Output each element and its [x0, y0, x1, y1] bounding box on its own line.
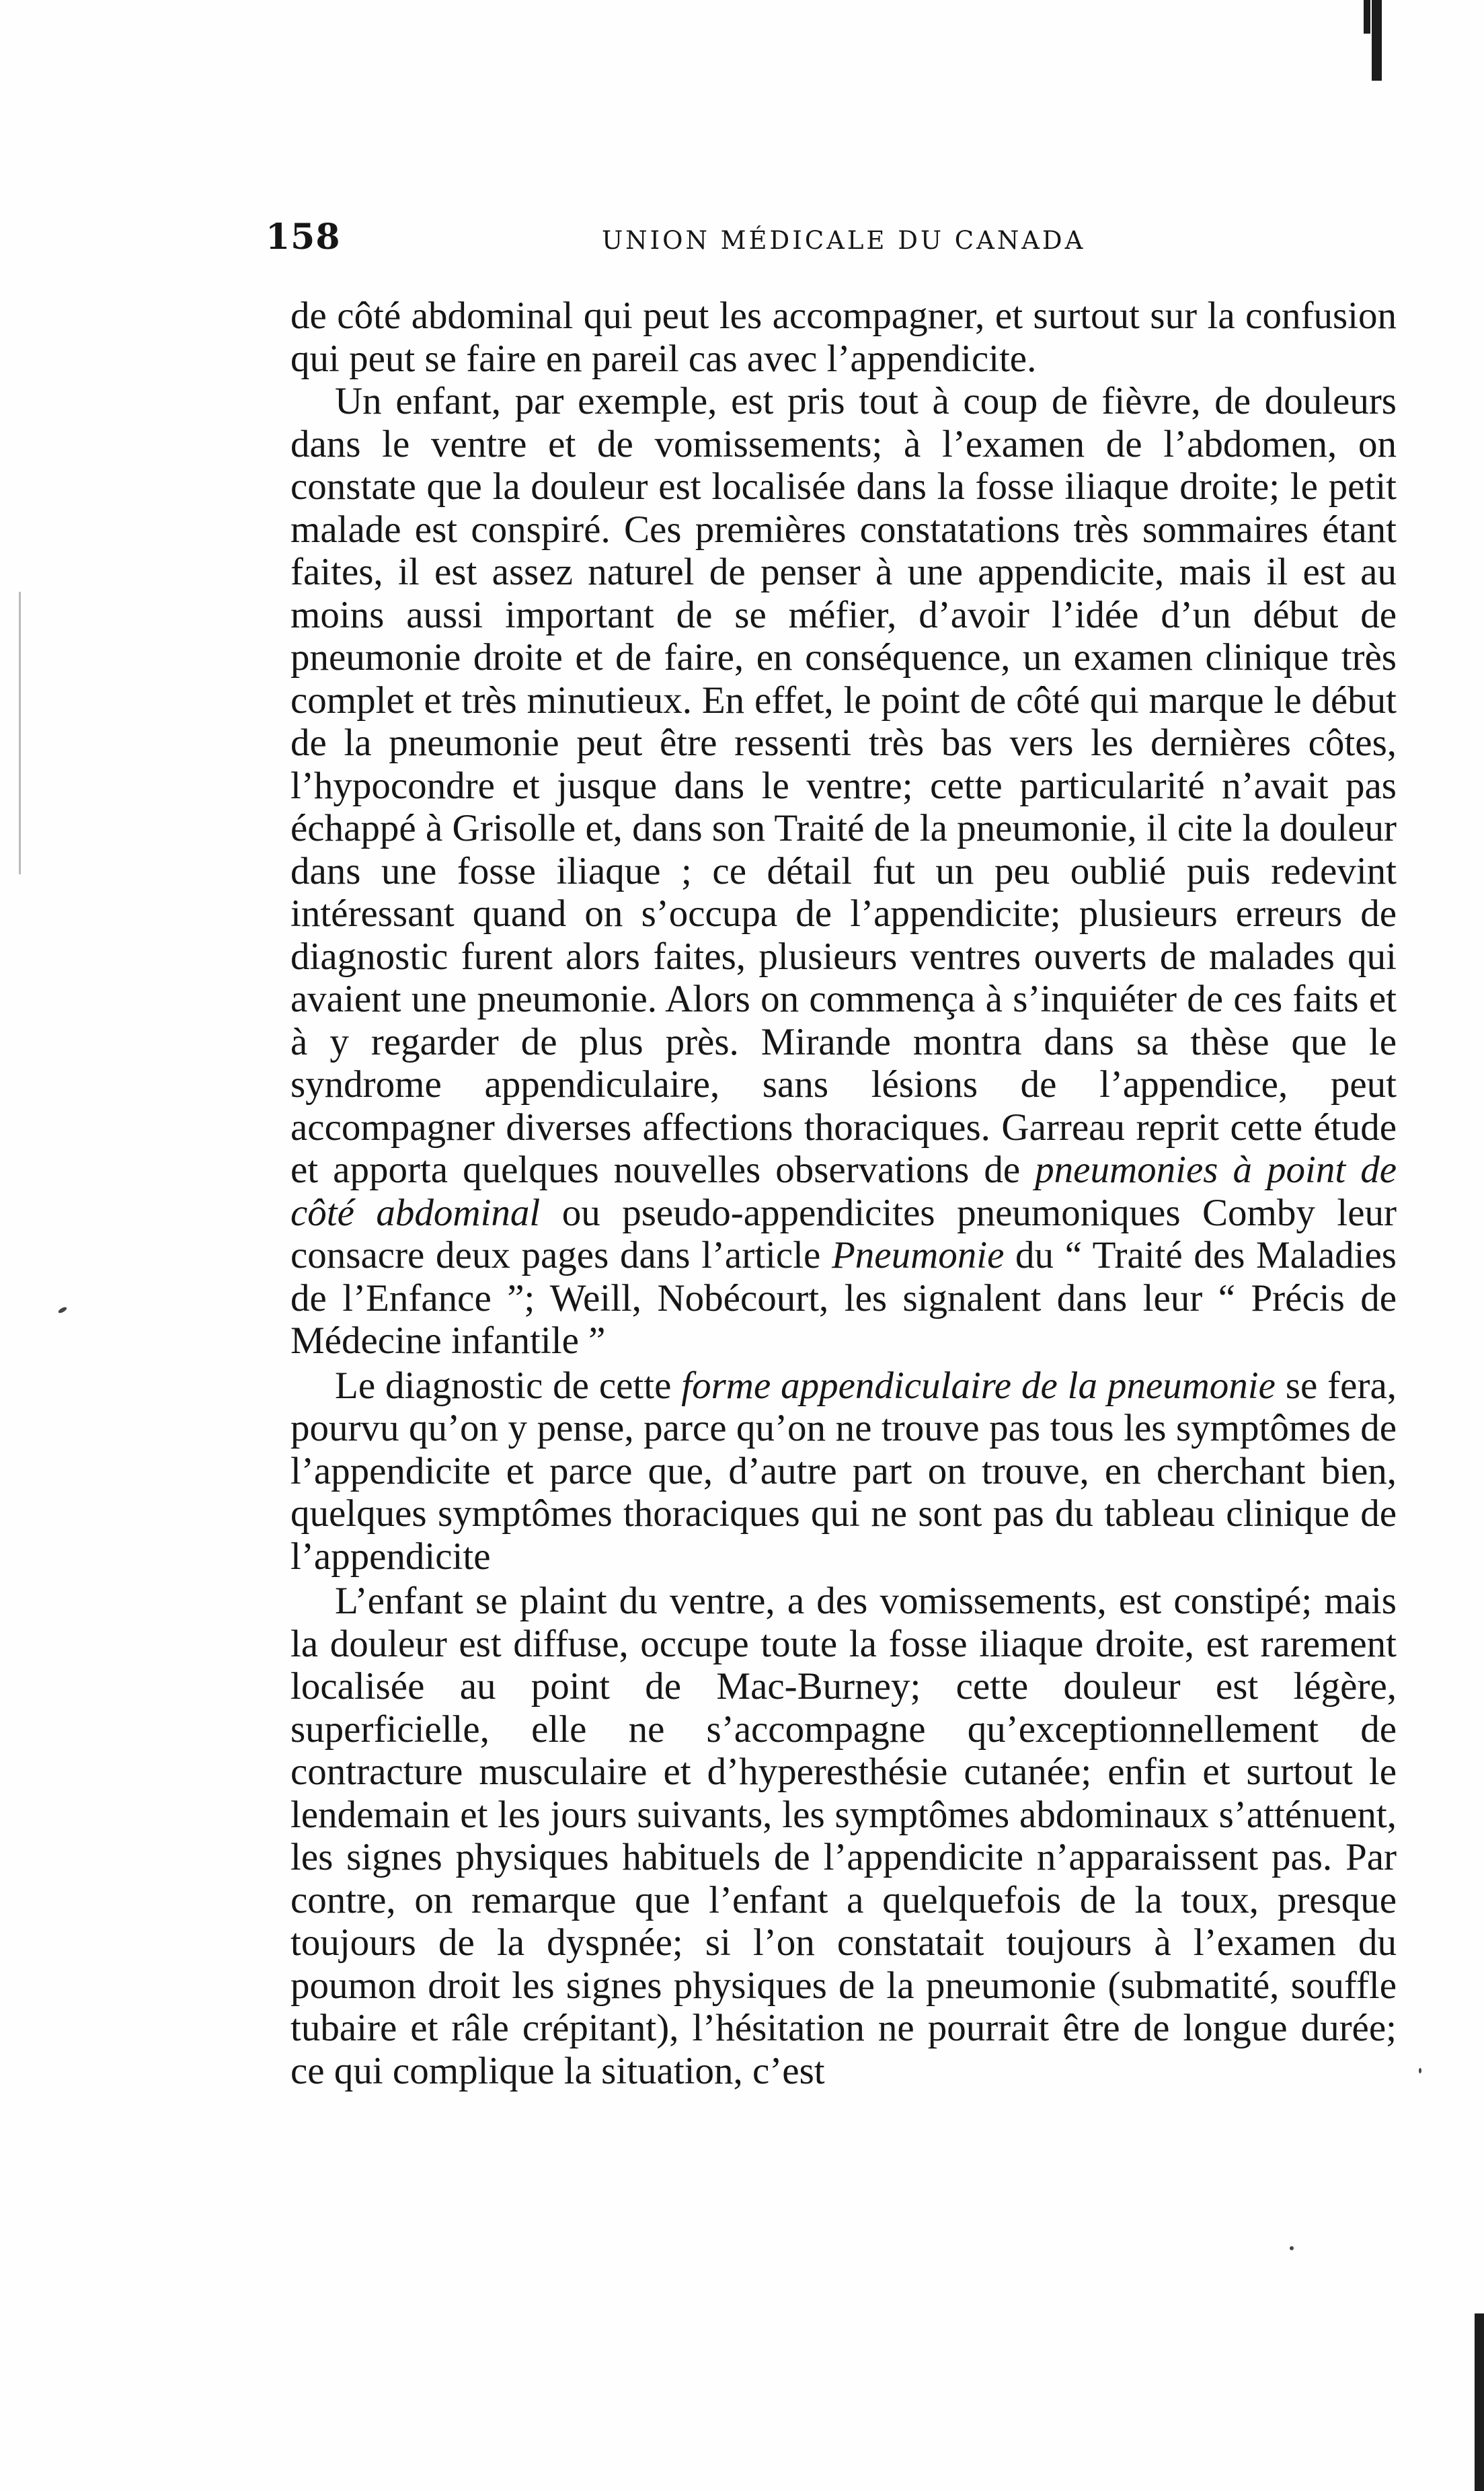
- paragraph-2: [290, 380, 1397, 1363]
- binding-mark-top-tip: [1364, 0, 1370, 34]
- paragraph-text: Un enfant, par exemple, est pris tout à coup de fièvre, de douleurs dans le ventre et de vomissements; à l’examen de l’abdomen, on constate que la douleur est localisée dans la fosse iliaque droite; le petit malade est conspiré. Ces premières constatations très sommaires étant faites, il est assez naturel de penser à une appendicite, mais il est au moins aussi important de se méfier, d’avoir l’idée d’un début de pneumonie droite et de faire, en conséquence, un examen clinique très complet et très minutieux. En effet, le point de côté qui marque le début de la pneumonie peut être ressenti très bas vers les dernières côtes, l’hypocondre et jusque dans le ventre; cette particularité n’avait pas échappé à Grisolle et, dans son Traité de la pneumonie, il cite la douleur dans une fosse iliaque ; ce détail fut un peu oublié puis redevint intéressant quand on s’occupa de l’appendicite; plusieurs erreurs de diagnostic furent alors faites, plusieurs ventres ouverts de malades qui avaient une pneumonie. Alors on commença à s’inquiéter de ces faits et à y regarder de plus près. Mirande montra dans sa thèse que le syndrome appendiculaire, sans lésions de l’appendice, peut accompagner diverses affections thoraciques. Garreau reprit cette étude et apporta quelques nouvelles observations de: [290, 380, 1397, 1191]
- binding-mark-top: [1372, 0, 1382, 81]
- paragraph-text: de côté abdominal qui peut les accompagner, et surtout sur la confusion qui peut se faire en pareil cas avec l’appendicite.: [290, 295, 1397, 380]
- italic-phrase: Pneumonie: [831, 1234, 1005, 1276]
- paragraph-text: ou pseudo-appendicites pneumoniques Comby leur consacre deux pages dans l’article: [290, 1191, 1397, 1276]
- scan-speck: [1419, 2068, 1421, 2073]
- running-head: [266, 217, 1099, 264]
- paragraph-1: [290, 295, 1397, 380]
- journal-title: UNION MÉDICALE DU CANADA: [602, 226, 1086, 255]
- paragraph-3: [290, 1365, 1397, 1578]
- paragraph-4: [290, 1580, 1397, 2092]
- paragraph-text: Le diagnostic de cette: [335, 1364, 682, 1407]
- italic-phrase: pneumonies à point de côté abdominal: [290, 1149, 1397, 1234]
- margin-line: [19, 592, 25, 874]
- paragraph-text: L’enfant se plaint du ventre, a des vomissements, est constipé; mais la douleur est diffuse, occupe toute la fosse iliaque droite, est rarement localisée au point de Mac-Burney; cette douleur est légère, superficielle, elle ne s’accompagne qu’exceptionnellement de contracture musculaire et d’hyperesthésie cutanée; enfin et surtout le lendemain et les jours suivants, les symptômes abdominaux s’atténuent, les signes physiques habituels de l’appendicite n’apparaissent pas. Par contre, on remarque que l’enfant a quelquefois de la toux, presque toujours de la dyspnée; si l’on constatait toujours à l’examen du poumon droit les signes physiques de la pneumonie (submatité, souffle tubaire et râle crépitant), l’hésitation ne pourrait être de longue durée; ce qui complique la situation, c’est: [290, 1580, 1397, 2092]
- article-body: [290, 295, 1397, 2092]
- paragraph-text: se fera, pourvu qu’on y pense, parce qu’on ne trouve pas tous les symptômes de l’appendicite et parce que, d’autre part on trouve, en cherchant bien, quelques symptômes thoraciques qui ne sont pas du tableau clinique de l’appendicite: [290, 1364, 1397, 1578]
- italic-phrase: forme appendiculaire de la pneumonie: [681, 1364, 1276, 1407]
- paragraph-text: du “ Traité des Maladies de l’Enfance ”; Weill, Nobécourt, les signalent dans leur “ Précis de Médecine infantile ”: [290, 1234, 1397, 1362]
- scan-speck: [1290, 2246, 1294, 2250]
- scan-speck: [57, 1306, 67, 1314]
- binding-mark-bottom: [1475, 2313, 1484, 2491]
- page-number: 158: [266, 217, 341, 258]
